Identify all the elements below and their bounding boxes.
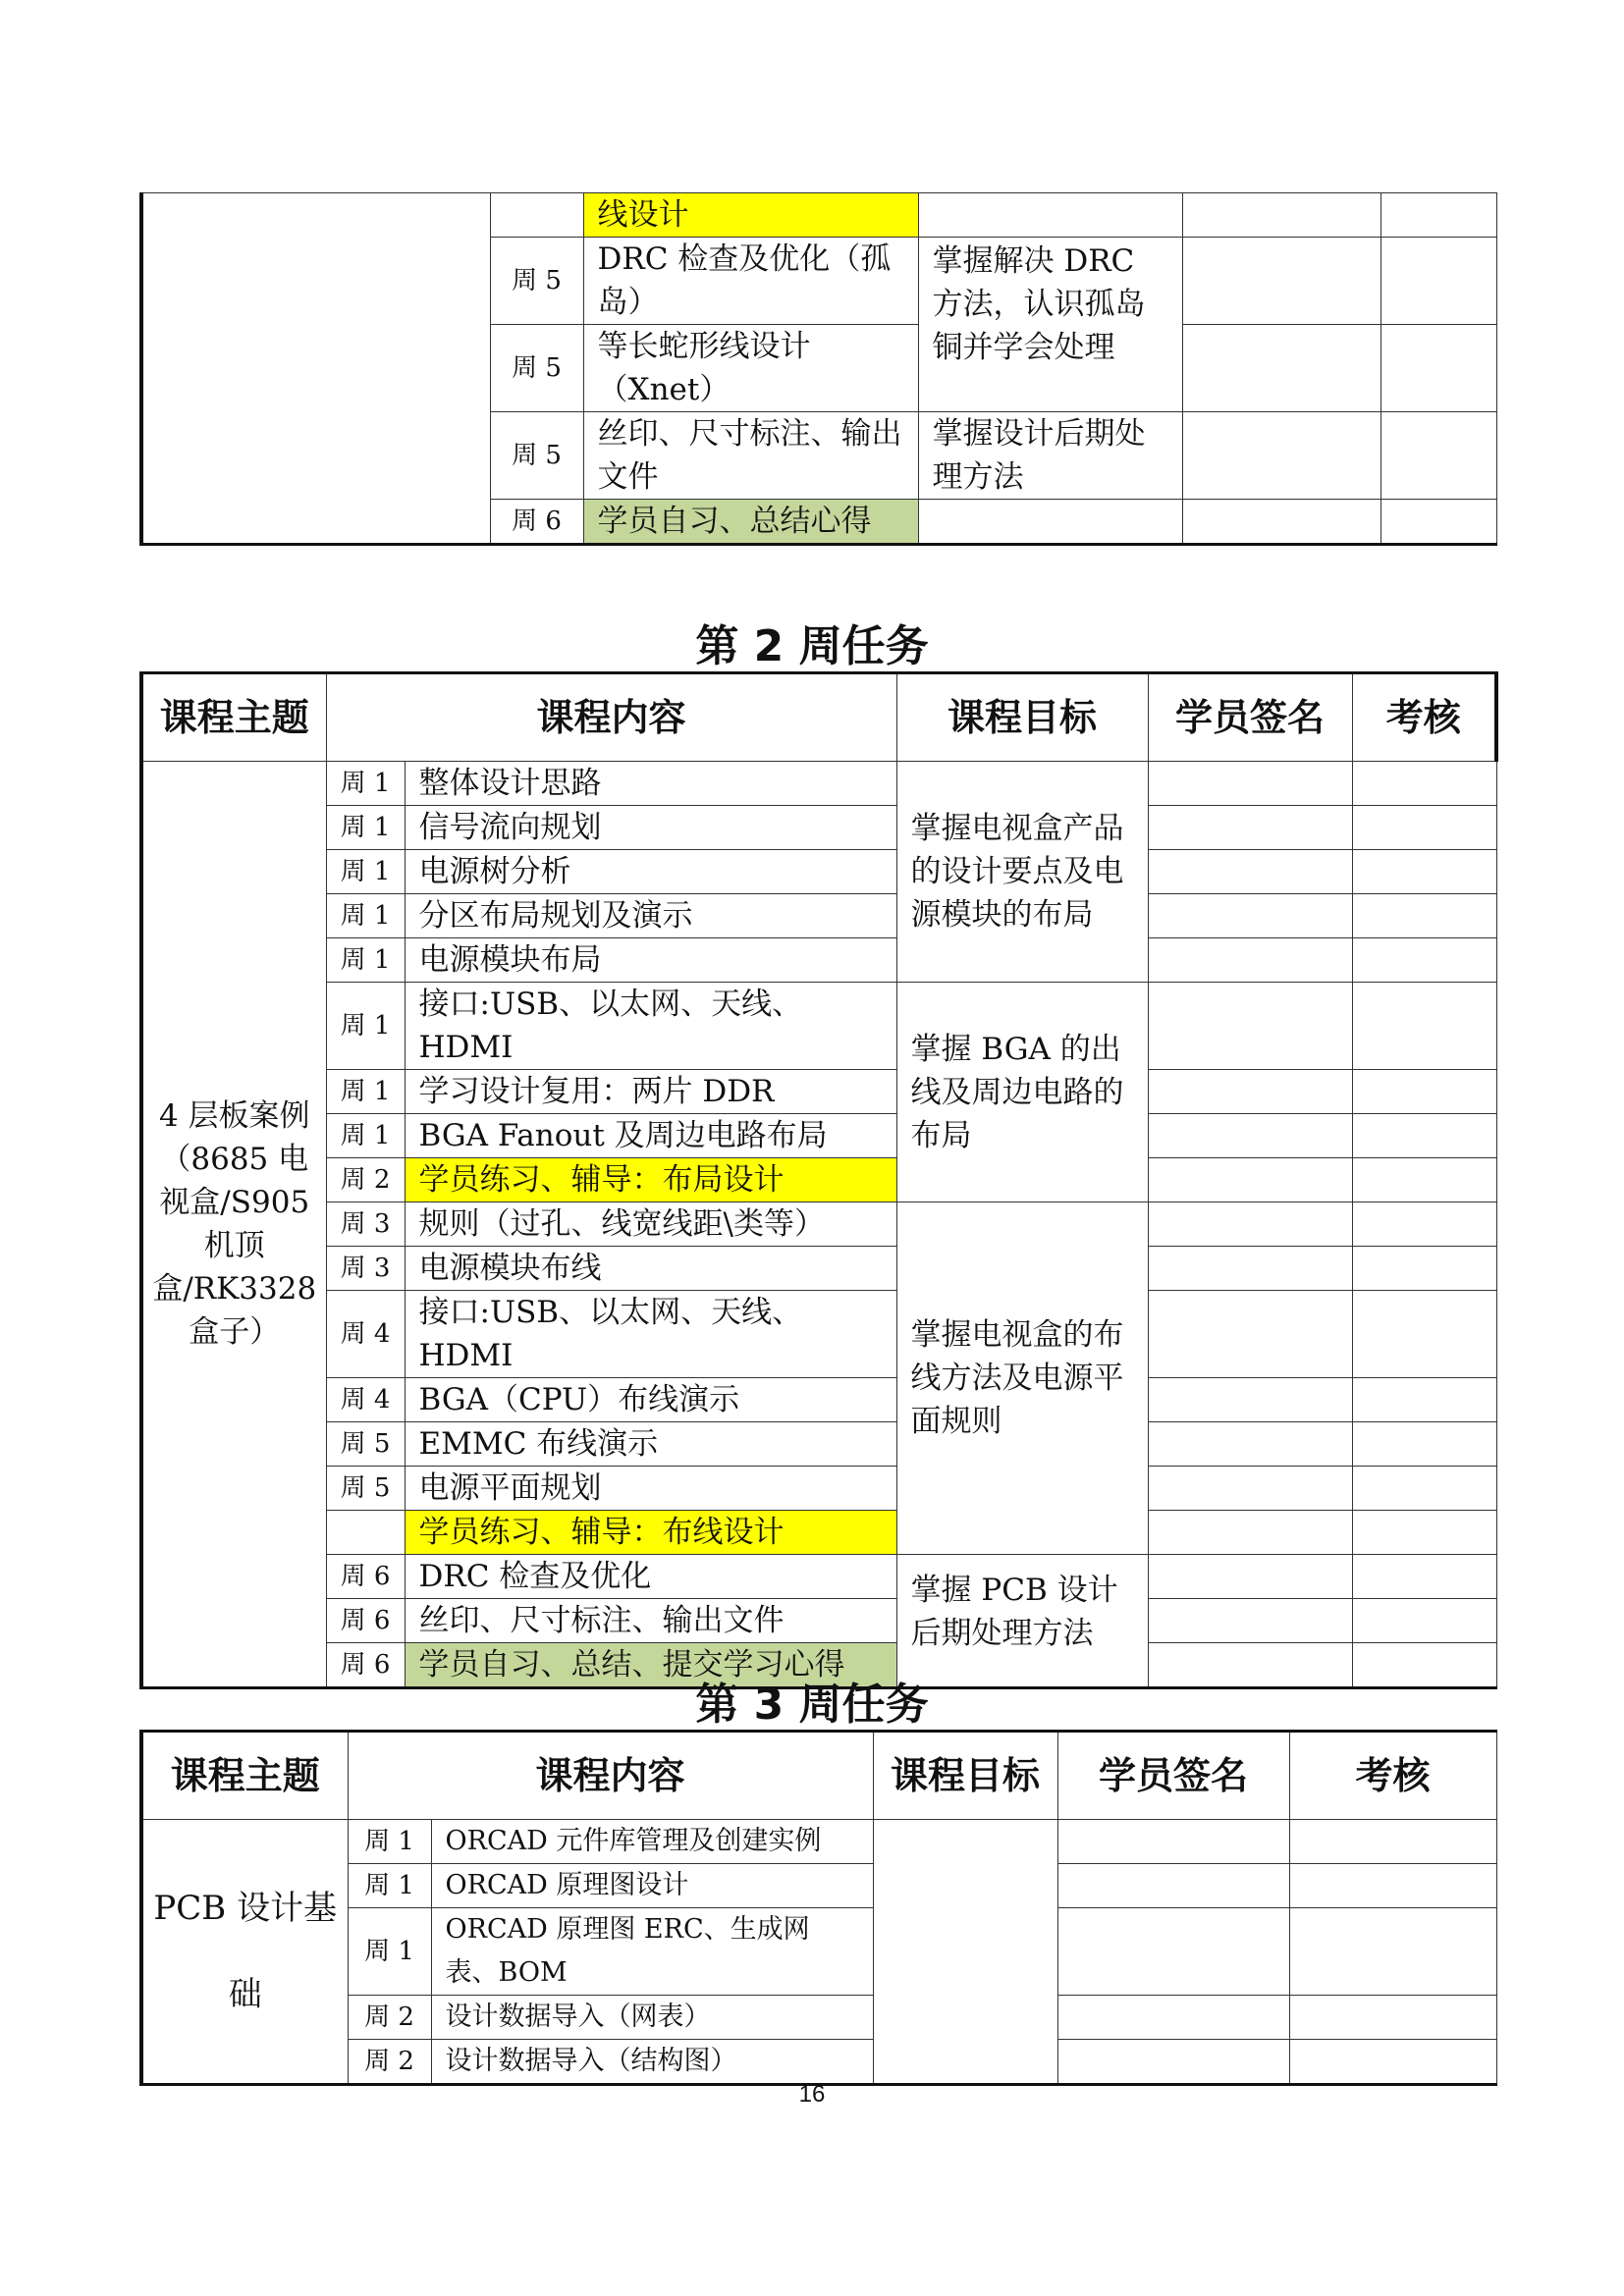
assess-cell [1352,1202,1496,1247]
assess-cell [1352,1247,1496,1291]
sign-cell [1148,1599,1352,1643]
table-row [141,983,1496,1070]
sign-cell [1148,938,1352,983]
assess-cell [1380,238,1496,325]
sign-cell [1057,1864,1289,1908]
content-cell: 电源平面规划 [405,1467,896,1511]
week-cell: 周 2 [348,1996,431,2040]
content-cell: DRC 检查及优化（孤岛） [583,238,918,325]
table-row [141,1422,1496,1467]
table-row [141,193,1496,238]
content-cell: 接口:USB、以太网、天线、HDMI [405,983,896,1070]
table-row [141,762,1496,806]
sign-cell [1182,193,1380,238]
week-cell: 周 1 [326,983,405,1070]
content-cell: 学员自习、总结心得 [583,500,918,545]
week-cell [490,193,583,238]
sign-cell [1148,850,1352,894]
header-sign: 学员签名 [1057,1732,1289,1820]
content-cell: ORCAD 原理图设计 [431,1864,873,1908]
week1-continuation-table [139,192,1497,546]
assess-cell [1352,1555,1496,1599]
sign-cell [1148,1555,1352,1599]
week-cell: 周 5 [490,325,583,412]
sign-cell [1182,500,1380,545]
content-cell: 丝印、尺寸标注、输出文件 [405,1599,896,1643]
content-cell: 电源模块布局 [405,938,896,983]
assess-cell [1289,1820,1496,1864]
sign-cell [1148,1114,1352,1158]
content-cell: 接口:USB、以太网、天线、HDMI [405,1291,896,1378]
week-cell: 周 5 [326,1467,405,1511]
assess-cell [1380,500,1496,545]
content-cell: 设计数据导入（网表） [431,1996,873,2040]
week-cell: 周 6 [326,1599,405,1643]
week-cell: 周 5 [490,238,583,325]
goal-cell: 掌握解决 DRC 方法，认识孤岛铜并学会处理 [918,238,1182,412]
table-row [141,1202,1496,1247]
content-cell: 电源模块布线 [405,1247,896,1291]
header-goal: 课程目标 [873,1732,1057,1820]
content-cell: 线设计 [583,193,918,238]
header-assess: 考核 [1289,1732,1496,1820]
content-cell: 丝印、尺寸标注、输出文件 [583,412,918,500]
assess-cell [1352,983,1496,1070]
sign-cell [1182,238,1380,325]
sign-cell [1148,806,1352,850]
header-assess: 考核 [1352,673,1496,762]
sign-cell [1148,1202,1352,1247]
assess-cell [1352,806,1496,850]
page-number: 16 [798,2081,826,2108]
sign-cell [1148,1070,1352,1114]
table-row [141,1291,1496,1378]
assess-cell [1380,325,1496,412]
assess-cell [1352,1158,1496,1202]
week-cell: 周 4 [326,1378,405,1422]
goal-cell [873,1820,1057,2085]
header-row [141,673,1496,762]
content-cell: 学员练习、辅导：布线设计 [405,1511,896,1555]
sign-cell [1148,983,1352,1070]
week-cell: 周 3 [326,1202,405,1247]
table-row [141,1247,1496,1291]
content-cell: 规则（过孔、线宽线距\类等） [405,1202,896,1247]
course-topic: 4 层板案例（8685 电视盒/S905 机顶盒/RK3328 盒子） [141,762,326,1688]
table-row [141,806,1496,850]
content-cell: 信号流向规划 [405,806,896,850]
goal-cell: 掌握电视盒的布线方法及电源平面规则 [896,1202,1148,1555]
sign-cell [1148,1247,1352,1291]
week-cell: 周 1 [326,894,405,938]
sign-cell [1148,1291,1352,1378]
week-cell: 周 4 [326,1291,405,1378]
week-cell: 周 5 [490,412,583,500]
table-row [141,1378,1496,1422]
table-row [141,938,1496,983]
assess-cell [1352,1511,1496,1555]
table-row [141,1158,1496,1202]
assess-cell [1352,938,1496,983]
assess-cell [1289,1864,1496,1908]
content-cell: 等长蛇形线设计（Xnet） [583,325,918,412]
content-cell: ORCAD 元件库管理及创建实例 [431,1820,873,1864]
week-cell: 周 1 [348,1908,431,1996]
assess-cell [1289,1996,1496,2040]
assess-cell [1352,1422,1496,1467]
assess-cell [1352,1599,1496,1643]
week-cell: 周 1 [326,1114,405,1158]
goal-cell: 掌握 PCB 设计后期处理方法 [896,1555,1148,1688]
table-row [141,1511,1496,1555]
week2-task-table [139,671,1498,1689]
assess-cell [1289,1908,1496,1996]
week-cell: 周 1 [326,850,405,894]
goal-cell: 掌握 BGA 的出线及周边电路的布局 [896,983,1148,1202]
content-cell: BGA Fanout 及周边电路布局 [405,1114,896,1158]
header-content: 课程内容 [326,673,896,762]
section-3-title: 第 3 周任务 [695,1680,929,1730]
goal-cell [918,500,1182,545]
content-cell: 分区布局规划及演示 [405,894,896,938]
week-cell: 周 5 [326,1422,405,1467]
header-goal: 课程目标 [896,673,1148,762]
assess-cell [1352,1114,1496,1158]
assess-cell [1289,2040,1496,2085]
content-cell: EMMC 布线演示 [405,1422,896,1467]
assess-cell [1352,1467,1496,1511]
sign-cell [1057,1820,1289,1864]
goal-cell: 掌握电视盒产品的设计要点及电源模块的布局 [896,762,1148,983]
content-cell: 电源树分析 [405,850,896,894]
assess-cell [1352,762,1496,806]
sign-cell [1057,2040,1289,2085]
week-cell: 周 2 [348,2040,431,2085]
course-topic: PCB 设计基础 [141,1820,348,2085]
sign-cell [1148,1378,1352,1422]
sign-cell [1148,1158,1352,1202]
content-cell: ORCAD 原理图 ERC、生成网表、BOM [431,1908,873,1996]
header-sign: 学员签名 [1148,673,1352,762]
table-row [141,1820,1496,1864]
week-cell: 周 1 [348,1864,431,1908]
content-cell: BGA（CPU）布线演示 [405,1378,896,1422]
sign-cell [1057,1908,1289,1996]
topic-cell [141,193,490,545]
week-cell: 周 1 [326,1070,405,1114]
section-2-title: 第 2 周任务 [695,621,929,671]
content-cell: 学员练习、辅导：布局设计 [405,1158,896,1202]
week-cell: 周 1 [326,938,405,983]
table-row [141,850,1496,894]
table-row [141,1599,1496,1643]
goal-cell: 掌握设计后期处理方法 [918,412,1182,500]
sign-cell [1148,1422,1352,1467]
assess-cell [1352,894,1496,938]
table-row [141,894,1496,938]
week3-task-table [139,1730,1497,2086]
week-cell: 周 6 [326,1555,405,1599]
header-row [141,1732,1496,1820]
content-cell: 学员自习、总结、提交学习心得 [405,1643,896,1688]
table-row [141,1467,1496,1511]
week-cell: 周 3 [326,1247,405,1291]
sign-cell [1182,412,1380,500]
week-cell: 周 6 [326,1643,405,1688]
content-cell: 设计数据导入（结构图） [431,2040,873,2085]
week-cell: 周 1 [326,762,405,806]
assess-cell [1352,1378,1496,1422]
content-cell: DRC 检查及优化 [405,1555,896,1599]
content-cell: 整体设计思路 [405,762,896,806]
sign-cell [1148,894,1352,938]
assess-cell [1352,1070,1496,1114]
week-cell: 周 1 [326,806,405,850]
content-cell: 学习设计复用：两片 DDR [405,1070,896,1114]
goal-cell [918,193,1182,238]
assess-cell [1380,193,1496,238]
header-content: 课程内容 [348,1732,873,1820]
assess-cell [1380,412,1496,500]
sign-cell [1057,1996,1289,2040]
header-topic: 课程主题 [141,673,326,762]
table-row [141,1070,1496,1114]
table-row [141,1114,1496,1158]
assess-cell [1352,1291,1496,1378]
header-topic: 课程主题 [141,1732,348,1820]
sign-cell [1182,325,1380,412]
sign-cell [1148,1511,1352,1555]
week-cell: 周 1 [348,1820,431,1864]
week-cell: 周 2 [326,1158,405,1202]
week-cell: 周 6 [490,500,583,545]
week-cell [326,1511,405,1555]
sign-cell [1148,1467,1352,1511]
assess-cell [1352,850,1496,894]
sign-cell [1148,762,1352,806]
table-row [141,1555,1496,1599]
